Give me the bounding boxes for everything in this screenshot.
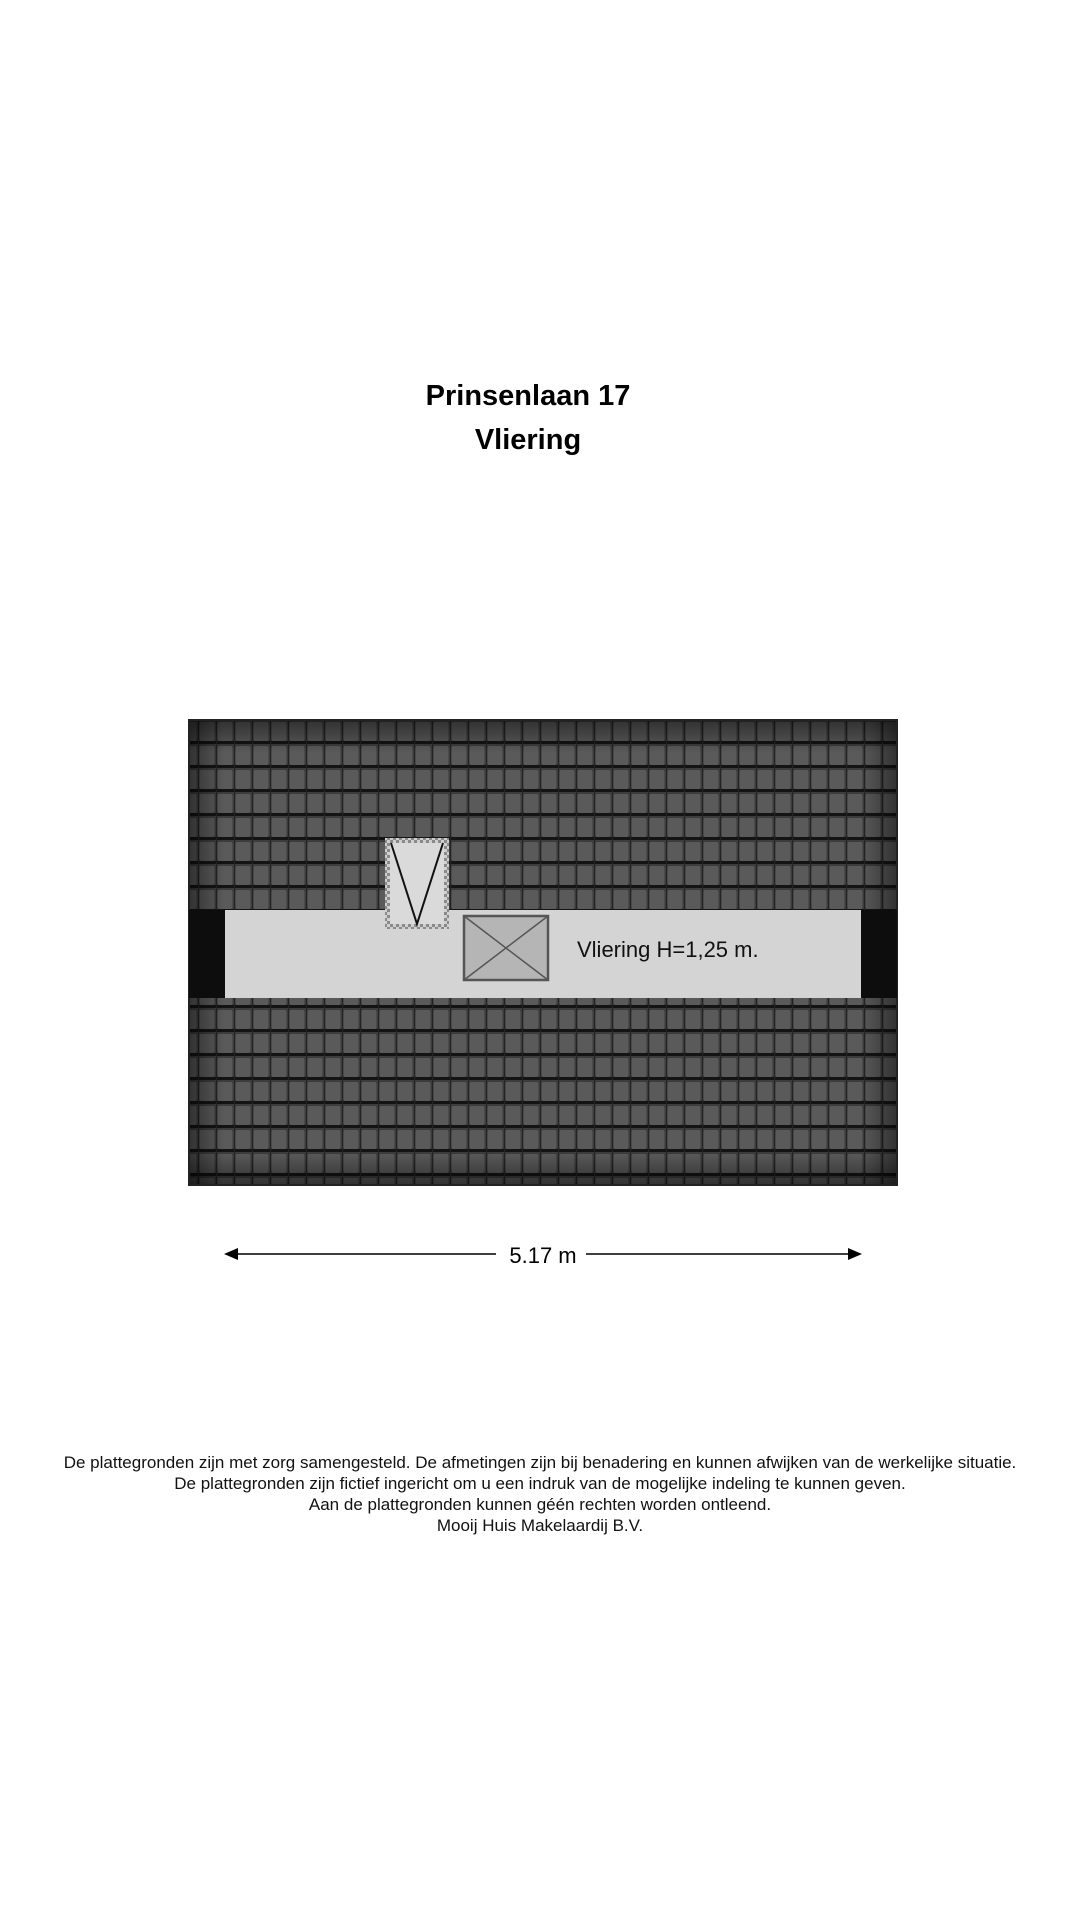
width-label: 5.17 m (509, 1243, 577, 1268)
disclaimer (0, 1452, 1080, 1536)
wall-right (861, 910, 897, 998)
floor-title: Vliering (474, 424, 582, 456)
disclaimer-line-4: Mooij Huis Makelaardij B.V. (436, 1516, 644, 1535)
disclaimer-line-3: Aan de plattegronden kunnen géén rechten worden ontleend. (308, 1495, 772, 1514)
arrow-left-icon (224, 1248, 238, 1260)
wall-left (189, 910, 225, 998)
disclaimer-line-2: De plattegronden zijn fictief ingericht om u een indruk van de mogelijke indeling te kunnen geven. (174, 1474, 906, 1493)
disclaimer-line-1: De plattegronden zijn met zorg samengesteld. De afmetingen zijn bij benadering en kunnen afwijken van de werkelijke situatie. (63, 1453, 1017, 1472)
roof-window-icon (385, 838, 449, 929)
room-label: Vliering H=1,25 m. (577, 937, 759, 962)
width-dimension (224, 1243, 862, 1268)
arrow-right-icon (848, 1248, 862, 1260)
attic-hatch-icon (464, 916, 548, 980)
address-title: Prinsenlaan 17 (425, 380, 631, 412)
